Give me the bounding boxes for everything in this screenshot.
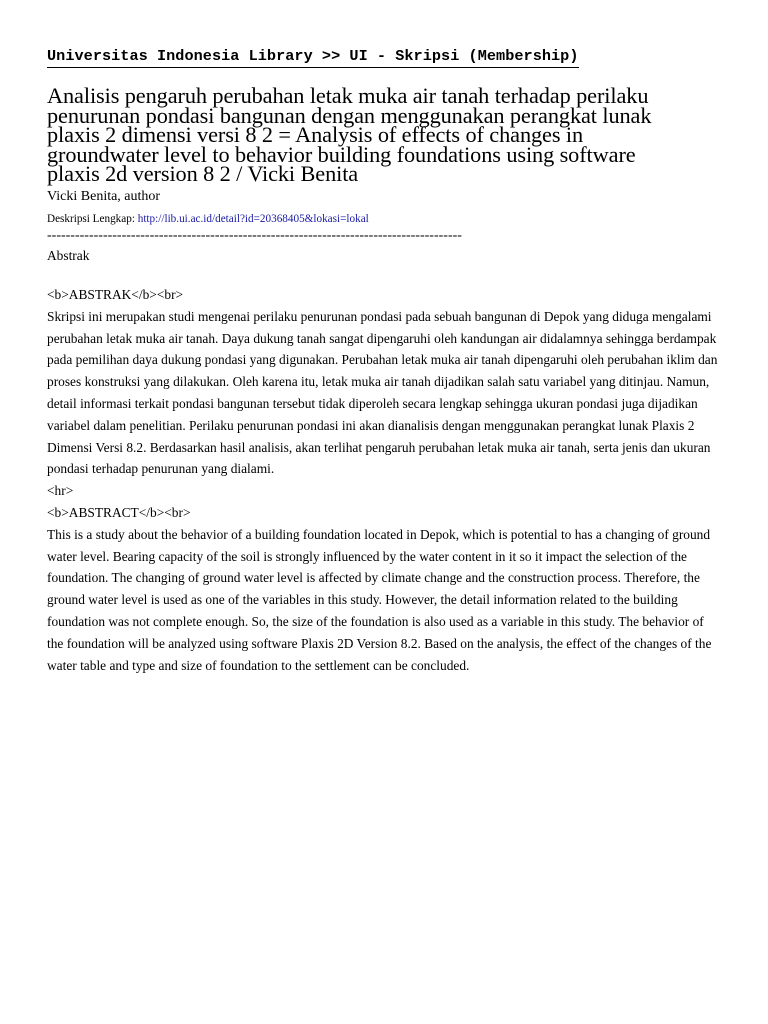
full-description-link[interactable]: http://lib.ui.ac.id/detail?id=20368405&lokasi=lokal <box>137 212 369 225</box>
dashed-separator: ----------------------------------------------------------------------------------------- <box>47 228 462 243</box>
record-author: Vicki Benita, author <box>47 188 161 204</box>
abstract-en-paragraph: This is a study about the behavior of a building foundation located in Depok, which is potential to has a changing of ground water level. Bearing capacity of the soil is strongly influenced by the water content in it so it impact the selection of the foundation. The changing of ground water level is affected by climate change and the construction process. Therefore, the ground water level is used as one of the variables in this study. However, the detail information related to the building foundation was not complete enough. So, the size of the foundation is also used as a variable in this study. The behavior of the foundation will be analyzed using software Plaxis 2D Version 8.2. Based on the analysis, the effect of the changes of the water table and type and size of foundation to the settlement can be concluded. <box>47 526 712 673</box>
library-breadcrumb-header[interactable]: Universitas Indonesia Library >> UI - Skripsi (Membership) <box>47 46 579 68</box>
record-title: Analisis pengaruh perubahan letak muka air tanah terhadap perilaku penurunan pondasi bangunan dengan menggunakan perangkat lunak plaxis 2 dimensi versi 8 2 = Analysis of effects of changes in groundwater level to behavior building foundations using software plaxis 2d version 8 2 / Vicki Benita <box>47 83 652 187</box>
full-description-label: Deskripsi Lengkap: <box>47 212 135 225</box>
record-page <box>47 46 727 676</box>
abstract-id-tag-line: <b>ABSTRAK</b><br> <box>47 286 184 302</box>
abstract-body <box>47 284 723 676</box>
full-description-row <box>47 212 727 226</box>
hr-tag-line: <hr> <box>47 483 74 499</box>
abstract-heading: Abstrak <box>47 247 90 263</box>
abstract-en-tag-line: <b>ABSTRACT</b><br> <box>47 504 191 520</box>
abstract-id-paragraph: Skripsi ini merupakan studi mengenai perilaku penurunan pondasi pada sebuah bangunan di Depok yang diduga mengalami perubahan letak muka air tanah. Daya dukung tanah sangat dipengaruhi oleh kandungan air didalamnya sehingga berdampak pada pemilihan daya dukung pondasi yang digunakan. Perubahan letak muka air tanah dipengaruhi oleh perubahan iklim dan proses konstruksi yang dilakukan. Oleh karena itu, letak muka air tanah dijadikan salah satu variabel yang ditinjau. Namun, detail informasi terkait pondasi bangunan tersebut tidak diperoleh secara lengkap sehingga ukuran pondasi juga dijadikan variabel dalam penelitian. Perilaku penurunan pondasi ini akan dianalisis dengan menggunakan perangkat lunak Plaxis 2 Dimensi Versi 8.2. Berdasarkan hasil analisis, akan terlihat pengaruh perubahan letak muka air tanah, serta jenis dan ukuran pondasi terhadap penurunan yang dialami. <box>47 308 718 477</box>
